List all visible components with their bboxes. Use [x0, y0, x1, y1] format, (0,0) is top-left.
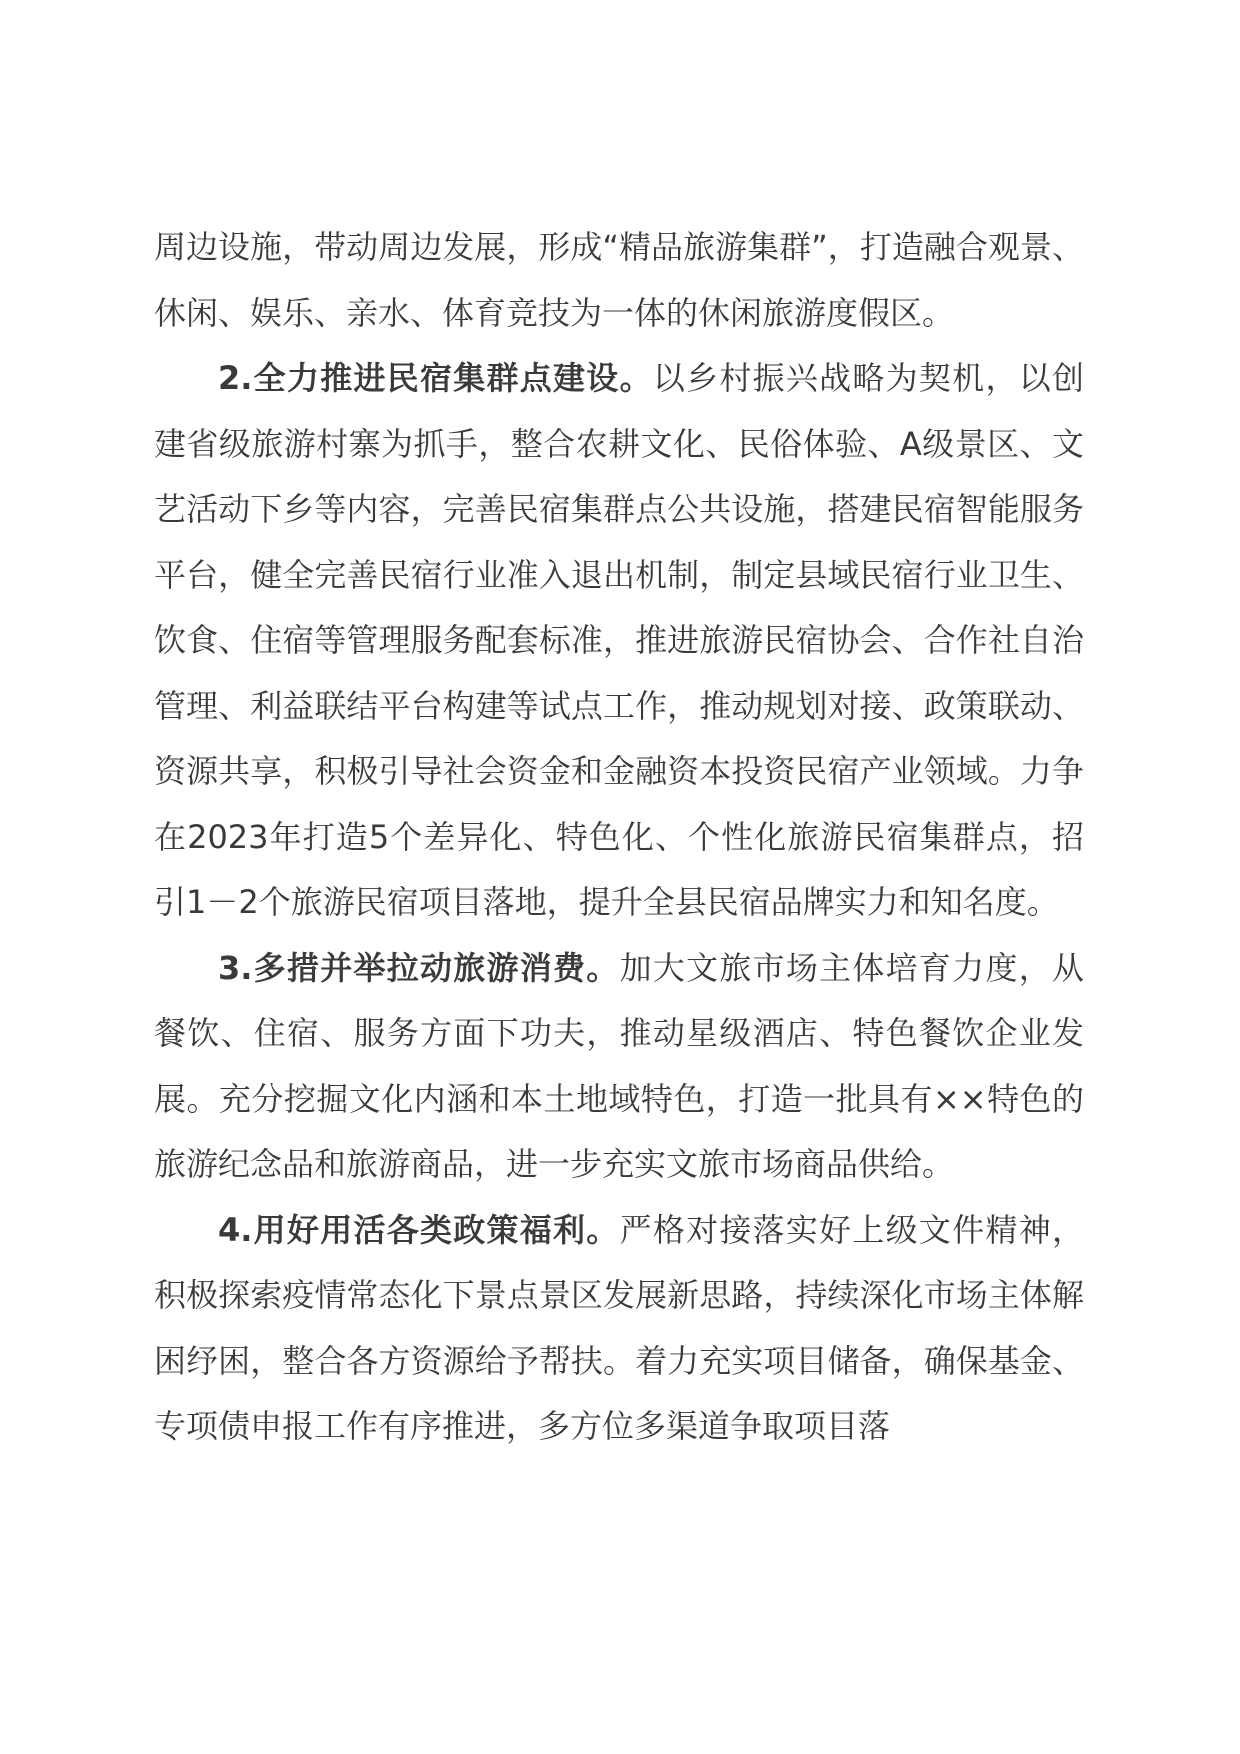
document-body: [154, 215, 1084, 1460]
paragraph-text: 严格对接落实好上级文件精神，积极探索疫情常态化下景点景区发展新思路，持续深化市场主体解困纾困，整合各方资源给予帮扶。着力充实项目储备，确保基金、专项债申报工作有序推进，多方位多渠道争取项目落: [154, 1210, 1084, 1445]
paragraph-heading: 4.用好用活各类政策福利。: [218, 1210, 620, 1249]
paragraph-heading: 2.全力推进民宿集群点建设。: [218, 359, 653, 397]
paragraph-text: 以乡村振兴战略为契机，以创建省级旅游村寨为抓手，整合农耕文化、民俗体验、A级景区、文艺活动下乡等内容，完善民宿集群点公共设施，搭建民宿智能服务平台，健全完善民宿行业准入退出机制，制定县域民宿行业卫生、饮食、住宿等管理服务配套标准，推进旅游民宿协会、合作社自治管理、利益联结平台构建等试点工作，推动规划对接、政策联动、资源共享，积极引导社会资金和金融资本投资民宿产业领域。力争在2023年打造5个差异化、特色化、个性化旅游民宿集群点，招引1－2个旅游民宿项目落地，提升全县民宿品牌实力和知名度。: [154, 359, 1084, 921]
paragraph-heading: 3.多措并举拉动旅游消费。: [218, 948, 620, 987]
paragraph-text: 周边设施，带动周边发展，形成“精品旅游集群”，打造融合观景、休闲、娱乐、亲水、体育竞技为一体的休闲旅游度假区。: [154, 228, 1084, 332]
paragraph-text: 加大文旅市场主体培育力度，从餐饮、住宿、服务方面下功夫，推动星级酒店、特色餐饮企业发展。充分挖掘文化内涵和本土地域特色，打造一批具有××特色的旅游纪念品和旅游商品，进一步充实文旅市场商品供给。: [154, 948, 1084, 1183]
paragraph-policy-benefits: [154, 1198, 1084, 1460]
paragraph-tourism-consumption: [154, 936, 1084, 1198]
paragraph-continued: [154, 215, 1084, 346]
paragraph-homestay-cluster: [154, 346, 1084, 936]
